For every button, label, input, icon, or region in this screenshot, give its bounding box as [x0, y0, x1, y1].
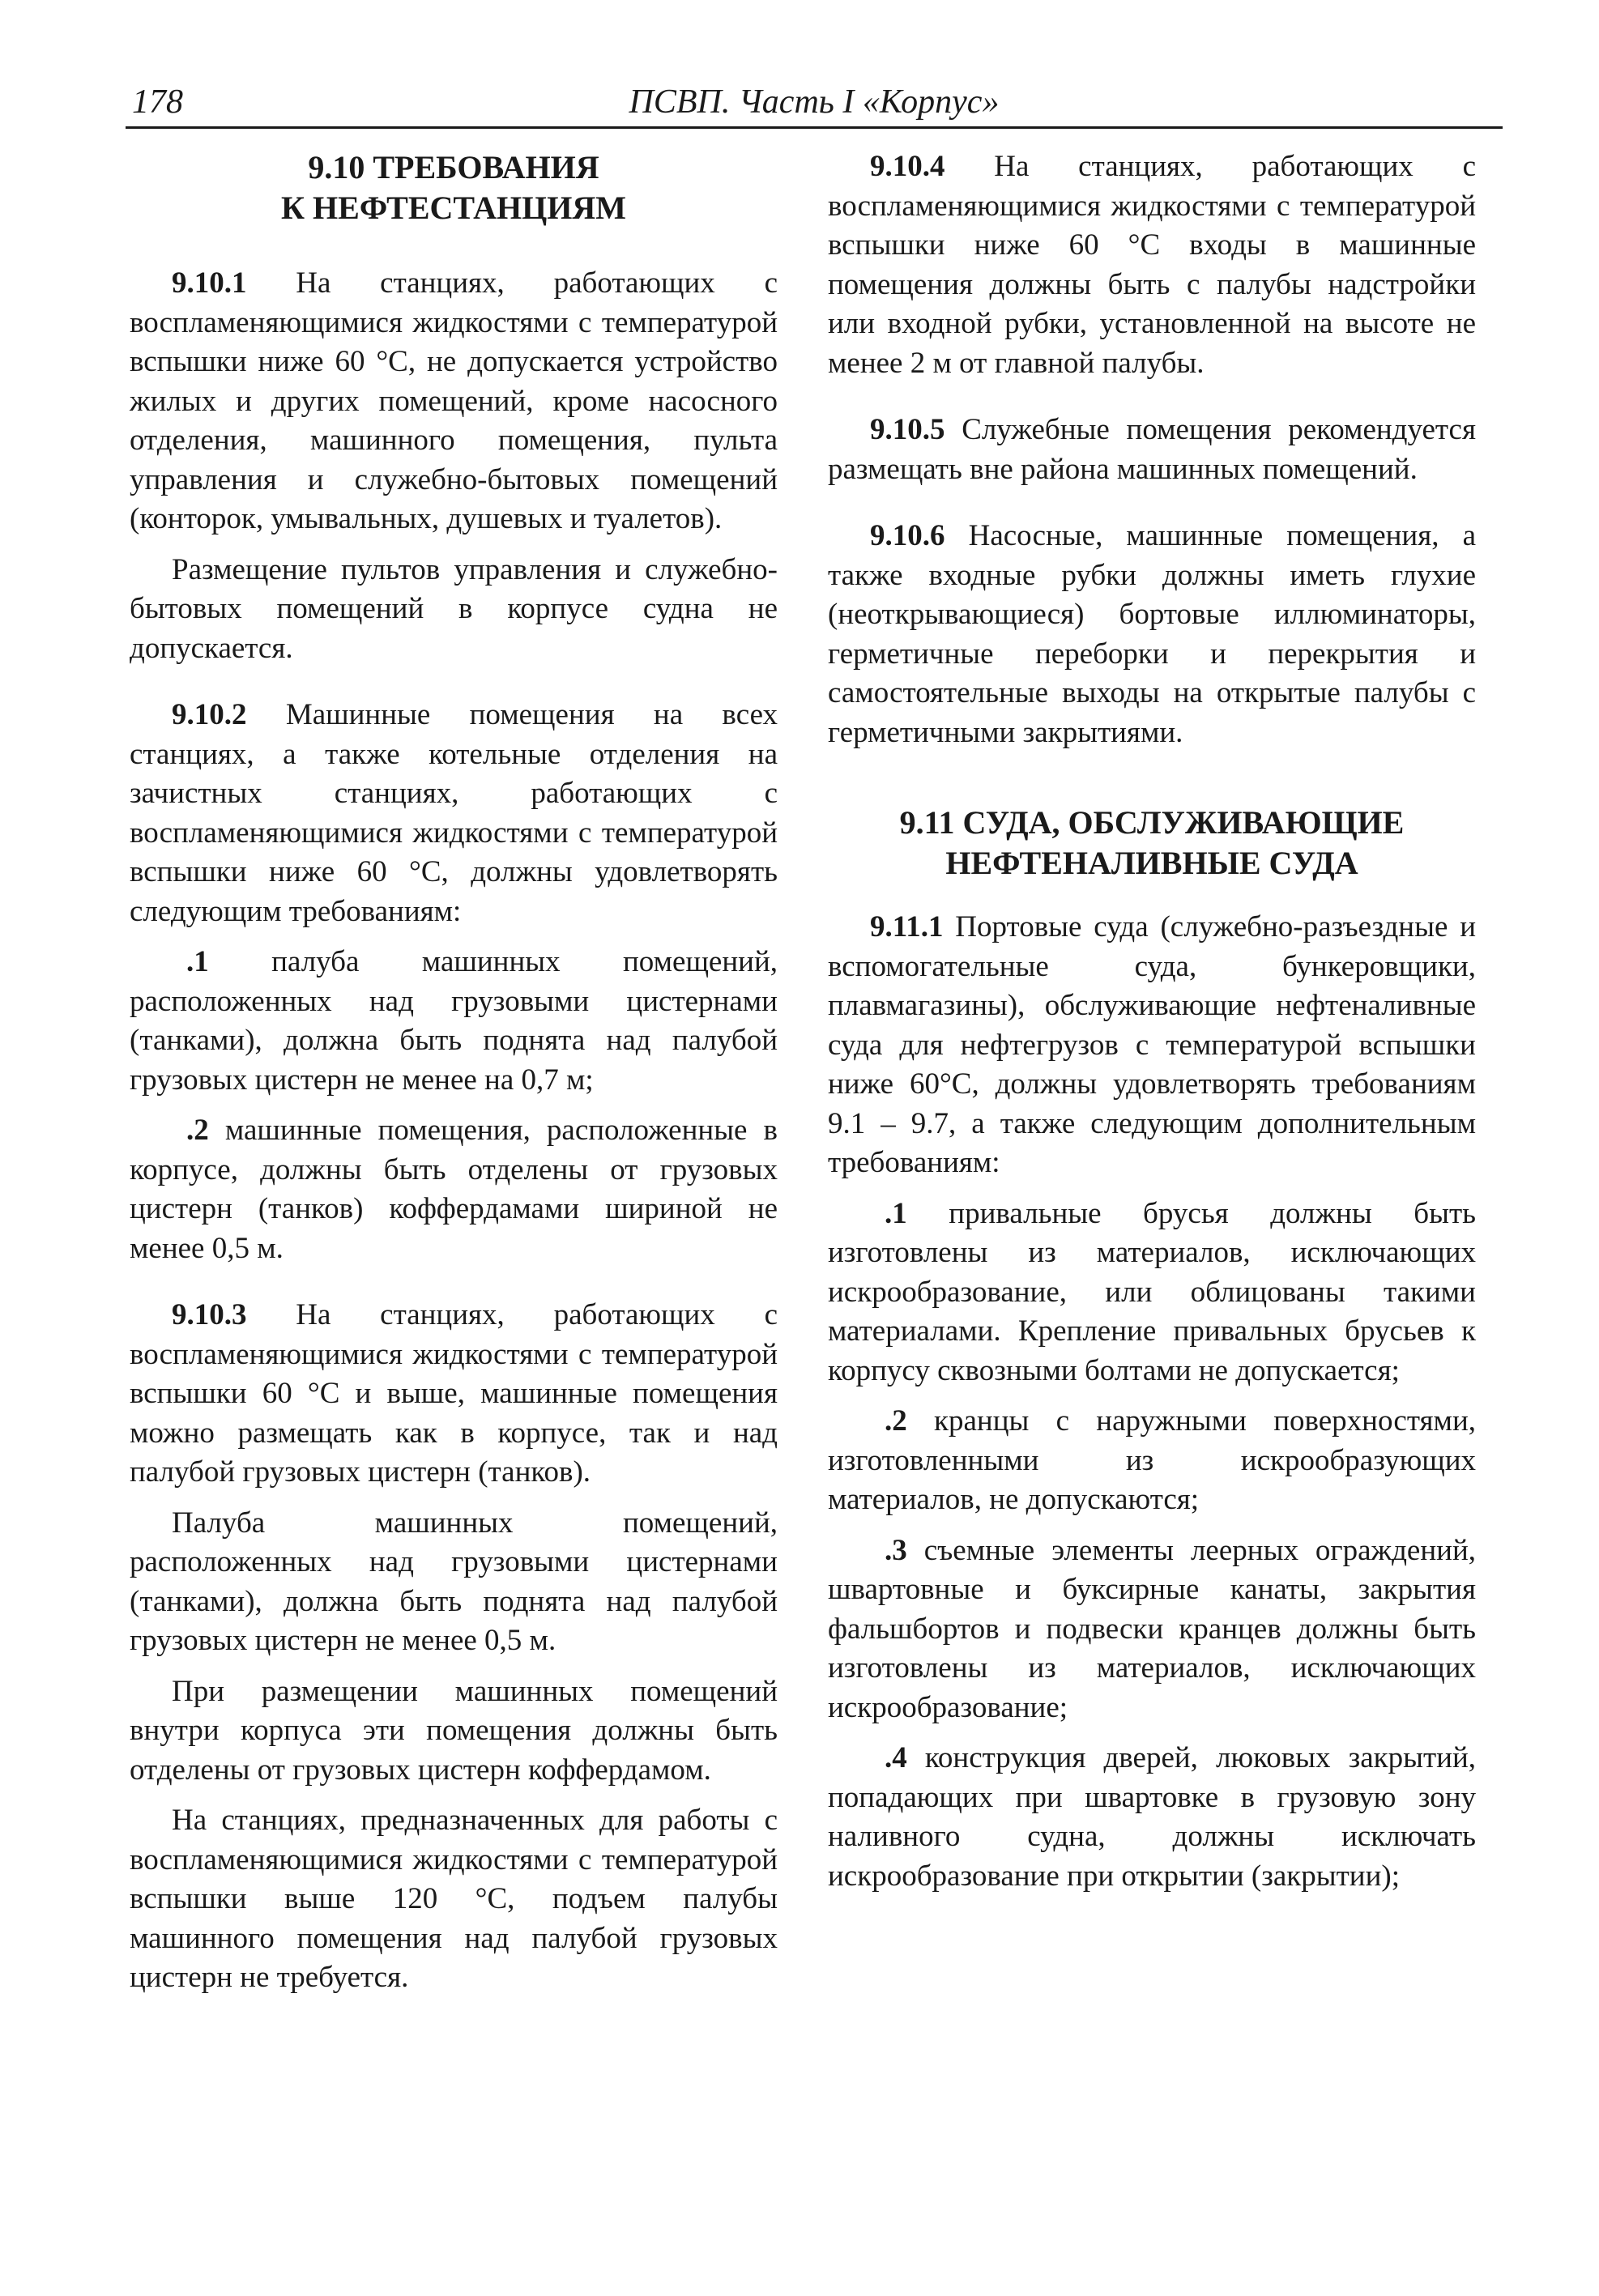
- paragraph: [130, 1672, 778, 1791]
- item-text: палуба машинных помещений, расположенных над грузовыми цистернами (танками), должна быть поднята над палубой грузовых цистерн не менее на 0,7 м;: [130, 945, 778, 1097]
- page-number: 178: [132, 83, 183, 121]
- clause-number: 9.10.1: [172, 266, 247, 300]
- clause-number: 9.10.2: [172, 698, 247, 731]
- item-text: съемные элементы леерных ограждений, швартовные и буксирные канаты, закрытия фальшбортов и подвески кранцев должны быть изготовлены из материалов, исключающих искрообразование;: [828, 1533, 1476, 1724]
- item-number: .2: [186, 1114, 209, 1147]
- left-column: [130, 147, 778, 2009]
- paragraph-9-10-1: [130, 264, 778, 539]
- list-item: [828, 1195, 1476, 1391]
- paragraph-text: Насосные, машинные помещения, а также входные рубки должны иметь глухие (неоткрывающиеся) бортовые иллюминаторы, герметичные переборки и перекрытия и самостоятельные выходы на открытые палубы с герметичными закрытиями.: [828, 519, 1477, 749]
- heading-line: К НЕФТЕСТАНЦИЯМ: [281, 190, 626, 226]
- list-item: [130, 943, 778, 1100]
- item-text: конструкция дверей, люковых закрытий, попадающих при швартовке в грузовую зону наливного судна, должны исключать искрообразование при открытии (закрытии);: [828, 1741, 1477, 1893]
- list-item: [828, 1402, 1476, 1520]
- paragraph-text: На станциях, работающих с воспламеняющимися жидкостями с температурой вспышки 60 °С и выше, машинные помещения можно размещать как в корпусе, так и над палубой грузовых цистерн (танков).: [130, 1298, 778, 1489]
- clause-number: 9.10.5: [870, 413, 945, 446]
- item-number: .1: [885, 1196, 907, 1230]
- heading-line: 9.11 СУДА, ОБСЛУЖИВАЮЩИЕ: [899, 804, 1405, 841]
- paragraph-9-10-5: [828, 411, 1476, 489]
- item-number: .3: [885, 1533, 907, 1567]
- item-number: .4: [885, 1741, 907, 1774]
- page-header: [126, 81, 1503, 129]
- list-item: [130, 1111, 778, 1268]
- clause-number: 9.11.1: [870, 910, 944, 944]
- item-number: .2: [885, 1404, 907, 1438]
- paragraph-text: Портовые суда (служебно-разъездные и вспомогательные суда, бункеровщики, плавмагазины), обслуживающие нефтеналивные суда для нефтегрузов с температурой вспышки ниже 60°С, должны удовлетворять требованиям 9.1 – 9.7, а также следующим дополнительным требованиям:: [828, 910, 1476, 1179]
- paragraph-9-10-3: [130, 1296, 778, 1493]
- paragraph-9-10-6: [828, 517, 1476, 752]
- list-item: [828, 1531, 1476, 1728]
- paragraph: [130, 1504, 778, 1661]
- paragraph-9-11-1: [828, 908, 1476, 1183]
- paragraph-text: На станциях, работающих с воспламеняющимися жидкостями с температурой вспышки ниже 60 °С входы в машинные помещения должны быть с палубы надстройки или входной рубки, установленной на высоте не менее 2 м от главной палубы.: [828, 150, 1476, 380]
- clause-number: 9.10.4: [870, 150, 945, 183]
- paragraph-text: Размещение пультов управления и служебно-бытовых помещений в корпусе судна не допускается.: [130, 552, 778, 665]
- item-text: машинные помещения, расположенные в корпусе, должны быть отделены от грузовых цистерн (танков) коффердамами шириной не менее 0,5 м.: [130, 1114, 778, 1265]
- paragraph-text: На станциях, предназначенных для работы с воспламеняющимися жидкостями с температурой вспышки выше 120 °С, подъем палубы машинного помещения над палубой грузовых цистерн не требуется.: [130, 1804, 778, 1994]
- paragraph-text: При размещении машинных помещений внутри корпуса эти помещения должны быть отделены от грузовых цистерн коффердамом.: [130, 1674, 778, 1787]
- item-number: .1: [186, 945, 209, 978]
- paragraph-text: На станциях, работающих с воспламеняющимися жидкостями с температурой вспышки ниже 60 °С, не допускается устройство жилых и других помещений, кроме насосного отделения, машинного помещения, пульта управления и служебно-бытовых помещений (конторок, умывальных, душевых и туалетов).: [130, 266, 778, 535]
- paragraph: [130, 1801, 778, 1998]
- item-text: привальные брусья должны быть изготовлены из материалов, исключающих искрообразование, или облицованы такими материалами. Крепление привальных брусьев к корпусу сквозными болтами не допускается;: [828, 1196, 1476, 1387]
- paragraph-text: Служебные помещения рекомендуется размещать вне района машинных помещений.: [828, 413, 1476, 486]
- clause-number: 9.10.6: [870, 519, 945, 552]
- paragraph-text: Палуба машинных помещений, расположенных над грузовыми цистернами (танками), должна быть поднята над палубой грузовых цистерн не менее 0,5 м.: [130, 1506, 778, 1657]
- paragraph-9-10-2: [130, 696, 778, 931]
- right-column: [828, 147, 1476, 1907]
- paragraph-9-10-4: [828, 147, 1476, 383]
- clause-number: 9.10.3: [172, 1298, 247, 1331]
- paragraph: [130, 551, 778, 669]
- section-heading-9-11: [828, 803, 1476, 884]
- heading-line: 9.10 ТРЕБОВАНИЯ: [308, 149, 599, 185]
- section-heading-9-10: [130, 147, 778, 228]
- list-item: [828, 1739, 1476, 1896]
- paragraph-text: Машинные помещения на всех станциях, а также котельные отделения на зачистных станциях, работающих с воспламеняющимися жидкостями с температурой вспышки ниже 60 °С, должны удовлетворять следующим требованиям:: [130, 698, 778, 928]
- running-title: ПСВП. Часть I «Корпус»: [629, 83, 1000, 121]
- item-text: кранцы с наружными поверхностями, изготовленными из искрообразующих материалов, не допускаются;: [828, 1404, 1476, 1516]
- heading-line: НЕФТЕНАЛИВНЫЕ СУДА: [945, 845, 1358, 881]
